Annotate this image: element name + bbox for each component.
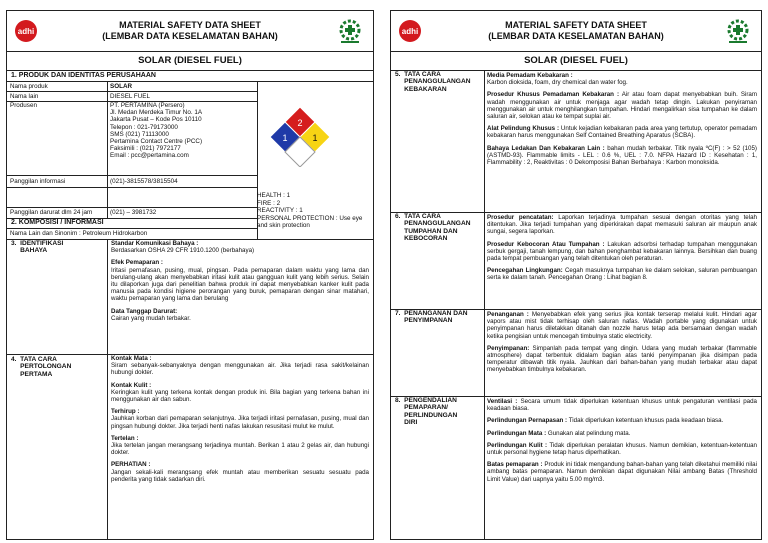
value-panggilan-darurat: (021) – 3981732 <box>110 209 157 216</box>
nfpa-fire-value: 2 <box>297 118 303 128</box>
section-2-heading: 2. KOMPOSISI / INFORMASI <box>7 218 257 229</box>
efek-pemaparan-text: Iritasi pernafasan, pusing, mual, pingsan. Pada pemaparan dalam waktu yang lama dan berulang-ulang akan menyebabkan iritasi kulit atau gangguan kulit yang lebih serius. Selain itu dilaporkan juga dari penelitian bahwa produk ini dapat menyebabkan kanker kulit pada manusia pada kondisi higiene perorangan yang buruk, pemaparan dengan sinar matahari, waktu pemaparan yang lama dan berulang <box>111 266 369 303</box>
perlindungan-kulit-text: Tidak diperlukan peralatan khusus. Namun demikian, ketentuan-ketentuan untuk personal hygiene tetap harus diperhatikan. <box>487 441 758 457</box>
label-panggilan-darurat: Panggilan darurat dlm 24 jam <box>10 209 93 216</box>
label-panggilan-informasi: Panggilan informasi <box>10 178 66 185</box>
section-3-name: 3. IDENTIFIKASI BAHAYA <box>11 240 64 255</box>
value-produsen: PT. PERTAMINA (Persero) Jl. Medan Merdeka Timur No. 1A Jakarta Pusat – Kode Pos 10110 Telepon : 021-79173000 SMS (021) 71113000 Pertamina Contact Centre (PCC) Faksimili : (021) 7972177 Email : pcc@pertamina.com <box>110 102 203 160</box>
bahaya-ledakan-head: Bahaya Ledakan Dan Kebakaran Lain : <box>487 144 605 152</box>
adhi-logo: adhi <box>15 20 37 42</box>
prosedur-kebocoran-head: Prosedur Kebocoran Atau Tumpahan : <box>487 240 605 248</box>
prosedur-khusus-text: Air atau foam dapat menyebabkan buih. Siram wadah menggunakan air untuk menjaga agar wadah tetap dingin. Lakukan penyiraman menggunakan air untuk menghilangkan tumpahan. Hindari mengalirkan sisa tumpahan ke dalam saluran air, selokan atau ke tempat suplai air. <box>487 91 758 121</box>
section-4-content <box>111 355 369 488</box>
header-title <box>57 20 323 42</box>
title-line-1: MATERIAL SAFETY DATA SHEET <box>505 20 647 30</box>
alat-pelindung-text: Untuk kejadian kebakaran pada area yang tertutup, operator pemadam kebakaran harus menggunakan Self Contained Breathing Aparatus (SCBA). <box>487 125 757 140</box>
pencegahan-lingkungan-head: Pencegahan Lingkungan: <box>487 267 563 275</box>
kontak-kulit-text: Keringkan kulit yang terkena kontak dengan produk ini. Bila bagian yang terkena bahan ini menggunakan air dan sabun. <box>111 388 369 404</box>
pencegahan-lingkungan-text: Cegah masuknya tumpahan ke dalam selokan, saluran pembuangan serta ke dalam tanah. Pencegahan Orang : Lihat bagian 8. <box>487 267 757 282</box>
title-line-2: (LEMBAR DATA KESELAMATAN BAHAN) <box>488 31 664 41</box>
section-1-heading: 1. PRODUK DAN IDENTITAS PERUSAHAAN <box>7 71 373 82</box>
perlindungan-mata-text: Gunakan alat pelindung mata. <box>547 429 631 437</box>
std-komunikasi-text: Berdasarkan OSHA 29 CFR 1910.1200 (berbahaya) <box>111 247 255 255</box>
msds-page-right <box>390 10 762 540</box>
kontak-kulit-head: Kontak Kulit : <box>111 381 152 389</box>
perlindungan-pernapasan-head: Perlindungan Pernapasan : <box>487 417 568 425</box>
title-line-2: (LEMBAR DATA KESELAMATAN BAHAN) <box>102 31 278 41</box>
media-pemadam-text: Karbon dioksida, foam, dry chemical dan water fog. <box>487 79 628 87</box>
label-produsen: Produsen <box>10 102 37 109</box>
value-nama-lain: DIESEL FUEL <box>110 93 151 100</box>
kontak-mata-head: Kontak Mata : <box>111 355 152 362</box>
hazard-summary: HEALTH : 1 FIRE : 2 REACTIVITY : 1 PERSONAL PROTECTION : Use eye and skin protection <box>257 192 363 230</box>
title-line-1: MATERIAL SAFETY DATA SHEET <box>119 20 261 30</box>
section-7-content <box>487 311 757 379</box>
section-3-content <box>111 240 369 327</box>
ventilasi-text: Secara umum tidak diperlukan ketentuan khusus untuk pengaturan ventilasi pada keadaan biasa. <box>487 398 757 413</box>
std-komunikasi-head: Standar Komunikasi Bahaya : <box>111 240 199 247</box>
page-header <box>391 11 761 52</box>
safety-emblem-icon <box>337 17 363 45</box>
data-tanggap-head: Data Tanggap Darurat: <box>111 307 178 315</box>
section-6-content <box>487 214 757 287</box>
batas-pemaparan-head: Batas pemaparan : <box>487 461 543 469</box>
value-nama-produk: SOLAR <box>110 83 133 90</box>
perlindungan-kulit-head: Perlindungan Kulit : <box>487 441 548 449</box>
section-5-name: 5. TATA CARA PENANGGULANGAN KEBAKARAN <box>395 71 471 93</box>
bahaya-ledakan-text: bahan mudah terbakar. Titik nyala ºC(F) : > 52 (105) (ASTMD-93). Flammable limits - LEL : 0.6 %, UEL : 7.0. NFPA Hazard ID : Kesehatan : 1, Flammability : 2, Reaktivitas : 0 Dekomposisi Bahan Berbahaya : Karbon monoksida. <box>487 144 757 167</box>
tertelan-head: Tertelan : <box>111 434 139 442</box>
kontak-mata-text: Siram sebanyak-sebanyaknya dengan menggunakan air. Jika terjadi rasa sakit/kelainan hubungi dokter. <box>111 362 369 377</box>
perlindungan-pernapasan-text: Tidak diperlukan ketentuan khusus pada keadaan biasa. <box>568 417 724 425</box>
alat-pelindung-head: Alat Pelindung Khusus : <box>487 125 560 133</box>
product-subtitle: SOLAR (DIESEL FUEL) <box>391 52 761 71</box>
penyimpanan-text: Simpanlah pada tempat yang dingin. Udara yang mudah terbakar (flammable atmosphere) dapat terbentuk didalam bagian atas tanki penyimpanan jika disimpan pada temperatur dibawah titik nyala. Jauhkan dari bahan-bahan yang mudah terbakar atau dapat menyebabkan timbulnya kebakaran. <box>487 344 757 374</box>
nfpa-diamond-icon <box>270 107 330 167</box>
section-2-synonym: Nama Lain dan Sinonim : Petroleum Hidrokarbon <box>10 230 148 237</box>
perlindungan-mata-head: Perlindungan Mata : <box>487 429 547 437</box>
penyimpanan-head: Penyimpanan: <box>487 344 530 352</box>
data-tanggap-text: Cairan yang mudah terbakar. <box>111 314 191 322</box>
prosedur-kebocoran-text: Lakukan adsorbsi terhadap tumpahan menggunakan serbuk gergaji, tanah lempung, dan bahan penghambat kebakaran lainnya. Bersihkan dan buang pada tempat pembuangan yang telah ditentukan oleh peraturan. <box>487 240 757 263</box>
section-4-name: 4. TATA CARA PERTOLONGAN PERTAMA <box>11 356 72 378</box>
value-panggilan-informasi: (021)-3815578/3815504 <box>110 178 178 185</box>
terhirup-head: Terhirup : <box>111 408 140 416</box>
product-subtitle: SOLAR (DIESEL FUEL) <box>7 52 373 71</box>
prosedur-pencatatan-head: Prosedur pencatatan: <box>487 214 554 221</box>
penanganan-head: Penanganan : <box>487 311 529 318</box>
ventilasi-head: Ventilasi : <box>487 398 518 405</box>
section-7-name: 7. PENANGANAN DAN PENYIMPANAN <box>395 310 468 325</box>
header-title <box>441 20 711 42</box>
nfpa-health-value: 1 <box>282 133 288 143</box>
prosedur-pencatatan-text: Laporkan terjadinya tumpahan sesuai dengan otoritas yang telah ditentukan. Jika terjadi tumpahan yang diperkirakan dapat memasuki saluran air maupun anak sungai, segera laporkan. <box>487 214 757 236</box>
penanganan-text: Menyebabkan efek yang serius jika kontak terserap melalui kulit. Hindari agar vapors atau mist tidak terhisap oleh saluran nafas. Wadah portable yang digunakan untuk penyimpanan harus diletakkan ditanah dan nozzle harus tetap ada bersamaan dengan wadah ketika pengisian untuk mencegah timbulnya static electricity. <box>487 311 757 340</box>
section-8-content <box>487 398 757 488</box>
efek-pemaparan-head: Efek Pemaparan : <box>111 259 163 267</box>
media-pemadam-head: Media Pemadam Kebakaran : <box>487 72 573 79</box>
section-8-name: 8. PENGENDALIAN PEMAPARAN/ PERLINDUNGAN DIRI <box>395 397 458 427</box>
label-nama-lain: Nama lain <box>10 93 39 100</box>
section-6-name: 6. TATA CARA PENANGGULANGAN TUMPAHAN DAN KEBOCORAN <box>395 213 471 243</box>
page-header <box>7 11 373 52</box>
terhirup-text: Jauhkan korban dari pemaparan selanjutnya. Jika terjadi iritasi pernafasan, pusing, mual dan pingsan hubungi dokter. Jika terjadi henti nafas lakukan resusitasi mulut ke mulut. <box>111 415 369 430</box>
section-5-content <box>487 72 757 171</box>
batas-pemaparan-text: Produk ini tidak mengandung bahan-bahan yang telah diketahui memiliki nilai ambang batas pemaparan. Namun demikian dapat digunakan Nilai ambang Batas (Threshold Limit Value) dari uapnya yaitu 5.00 mg/m3. <box>487 461 757 483</box>
safety-emblem-icon <box>725 17 751 45</box>
tertelan-text: Jika tertelan jangan merangsang terjadinya muntah. Berikan 1 atau 2 gelas air, dan hubungi dokter. <box>111 442 369 457</box>
perhatian-text: Jangan sekali-kali merangsang efek muntah atau memberikan sesuatu sesuatu pada penderita yang tidak sadarkan diri. <box>111 468 369 483</box>
perhatian-head: PERHATIAN : <box>111 461 151 469</box>
label-nama-produk: Nama produk <box>10 83 48 90</box>
nfpa-reactivity-value: 1 <box>312 133 318 143</box>
adhi-logo: adhi <box>399 20 421 42</box>
prosedur-khusus-head: Prosedur Khusus Pemadaman Kebakaran : <box>487 91 620 99</box>
msds-page-left <box>6 10 374 540</box>
